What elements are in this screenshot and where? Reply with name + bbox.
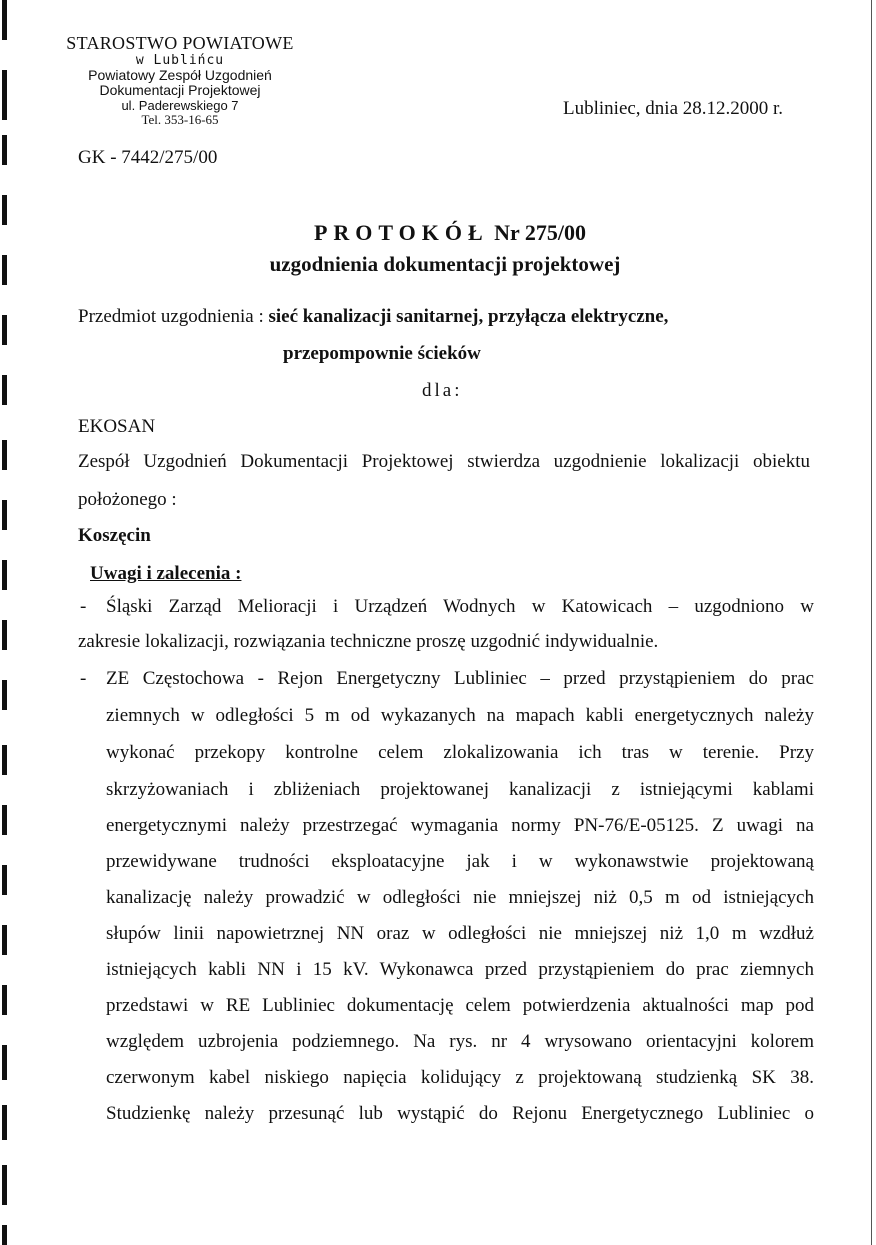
scan-edge-mark <box>2 440 7 470</box>
title-word: PROTOKÓŁ <box>313 220 489 245</box>
scan-edge-mark <box>2 70 7 120</box>
subject-label: Przedmiot uzgodnienia : <box>78 306 264 327</box>
stamp-line: Tel. 353-16-65 <box>141 112 219 128</box>
scan-edge-mark <box>2 0 7 40</box>
scan-edge-mark <box>2 865 7 895</box>
remark-line: istniejących kabli NN i 15 kV. Wykonawca przed przystąpieniem do prac ziemnych <box>106 959 814 980</box>
remark-line: kanalizację należy prowadzić w odległości nie mniejszej niż 0,5 m od istniejących <box>106 887 814 908</box>
scan-edge-mark <box>2 1165 7 1205</box>
remark-line: przewidywane trudności eksploatacyjne jak i w wykonawstwie projektowaną <box>106 851 814 872</box>
stamp-line: Powiatowy Zespół Uzgodnień <box>88 67 272 84</box>
statement-text: położonego : <box>78 489 177 510</box>
remark-line: ZE Częstochowa - Rejon Energetyczny Lubliniec – przed przystąpieniem do prac <box>106 668 814 689</box>
remark-line: względem uzbrojenia podziemnego. Na rys. nr 4 wrysowano orientacyjni kolorem <box>106 1031 814 1052</box>
scan-edge-mark <box>2 315 7 345</box>
stamp-line: STAROSTWO POWIATOWE <box>66 33 294 53</box>
scan-edge-mark <box>2 925 7 955</box>
scan-edge-mark <box>2 805 7 835</box>
scan-edge-mark <box>2 1045 7 1080</box>
applicant-name: EKOSAN <box>78 416 156 437</box>
scan-edge-mark <box>2 1105 7 1140</box>
subject-value-continued: przepompownie ścieków <box>283 343 481 364</box>
for-label: dla: <box>422 380 463 401</box>
scan-edge-mark <box>2 620 7 650</box>
scan-edge-mark <box>2 375 7 405</box>
remark-line: przedstawi w RE Lubliniec dokumentację celem potwierdzenia aktualności map pod <box>106 995 814 1016</box>
stamp-line: w Lublińcu <box>135 52 225 68</box>
subject-line <box>78 306 668 328</box>
protocol-number: Nr 275/00 <box>494 220 587 245</box>
subject-value: sieć kanalizacji sanitarnej, przyłącza elektryczne, <box>268 306 669 327</box>
document-title <box>0 220 876 246</box>
remark-line: ziemnych w odległości 5 m od wykazanych na mapach kabli energetycznych należy <box>106 705 814 726</box>
statement-text: Zespół Uzgodnień Dokumentacji Projektowej stwierdza uzgodnienie lokalizacji obiektu <box>78 451 810 472</box>
scan-edge-mark <box>2 560 7 590</box>
scan-right-edge <box>871 0 872 1245</box>
scan-edge-mark <box>2 985 7 1015</box>
document-date: Lubliniec, dnia 28.12.2000 r. <box>563 98 784 119</box>
remark-line: czerwonym kabel niskiego napięcia kolidujący z projektowaną studzienką SK 38. <box>106 1067 814 1088</box>
remarks-heading: Uwagi i zalecenia : <box>90 563 242 584</box>
remark-line: zakresie lokalizacji, rozwiązania techniczne proszę uzgodnić indywidualnie. <box>78 631 659 652</box>
stamp-line: ul. Paderewskiego 7 <box>121 97 239 113</box>
remark-line: Śląski Zarząd Melioracji i Urządzeń Wodnych w Katowicach – uzgodniono w <box>106 596 814 617</box>
remark-line: słupów linii napowietrznej NN oraz w odległości nie mniejszej niż 1,0 m wzdłuż <box>106 923 814 944</box>
remark-dash: - <box>80 596 87 617</box>
scan-edge-mark <box>2 680 7 710</box>
remark-dash: - <box>80 668 87 689</box>
remark-line: Studzienkę należy przesunąć lub wystąpić do Rejonu Energetycznego Lubliniec o <box>106 1103 814 1124</box>
remark-line: energetycznymi należy przestrzegać wymagania normy PN-76/E-05125. Z uwagi na <box>106 815 814 836</box>
office-stamp <box>50 34 310 127</box>
remark-line: skrzyżowaniach i zbliżeniach projektowanej kanalizacji z istniejącymi kablami <box>106 779 814 800</box>
reference-number: GK - 7442/275/00 <box>78 147 218 168</box>
scan-edge-mark <box>2 135 7 165</box>
stamp-line: Dokumentacji Projektowej <box>99 82 261 99</box>
remark-line: wykonać przekopy kontrolne celem zlokalizowania ich tras w terenie. Przy <box>106 742 814 763</box>
scan-edge-mark <box>2 745 7 775</box>
scan-edge-mark <box>2 1225 7 1245</box>
scan-edge-mark <box>2 500 7 530</box>
document-subtitle: uzgodnienia dokumentacji projektowej <box>269 252 621 276</box>
location-name: Koszęcin <box>78 525 151 546</box>
